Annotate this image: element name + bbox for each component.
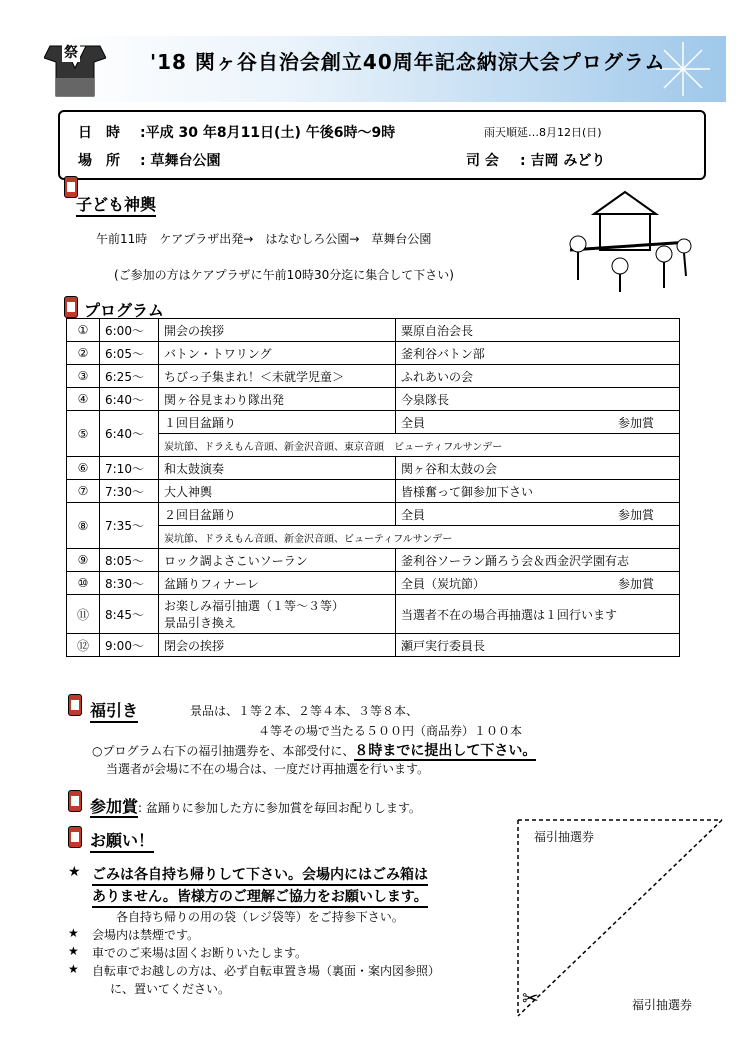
star-icon: ★ [68,944,79,958]
fukubiki-line3b: ８時までに提出して下さい。 [354,743,537,759]
place-label: 場 所 [78,153,120,169]
program-who: 当選者不在の場合再抽選は１回行います [401,607,618,622]
program-act: お楽しみ福引抽選（１等～３等） [164,599,345,613]
table-row [67,526,680,549]
program-who: 皆様奮って御参加下さい [401,484,534,499]
table-row [67,388,680,411]
program-who: 関ヶ谷和太鼓の会 [401,461,498,476]
program-time: 6:00～ [100,319,159,342]
program-no: ④ [67,388,100,411]
program-who-cell [396,365,680,388]
program-who-cell [396,480,680,503]
program-prize: 参加賞 [617,415,654,430]
table-row [67,411,680,434]
program-no: ⑫ [67,634,100,657]
mikoshi-route: 午前11時 ケアプラザ出発→ はなむしろ公園→ 草舞台公園 [96,232,432,246]
program-act: 和太鼓演奏 [164,461,225,476]
scissors-icon: ✂ [522,986,539,1010]
program-no: ⑪ [67,595,100,634]
fukubiki-line2: ４等その場で当たる５００円（商品券）１００本 [258,724,523,738]
program-time: 8:05～ [100,549,159,572]
mc-label: 司 会 [466,153,499,169]
program-who-cell [396,388,680,411]
onegai-item-1-line1: ごみは各自持ち帰りして下さい。会場内にはごみ箱は [92,864,428,886]
rain-note: 雨天順延…8月12日(日) [484,126,602,139]
star-icon: ★ [68,962,79,976]
fukubiki-line4: 当選者が会場に不在の場合は、一度だけ再抽選を行います。 [106,762,430,776]
program-who-cell [396,411,680,434]
program-act-cell [159,342,396,365]
program-act-cell [159,634,396,657]
onegai-item-3-line1: 車でのご来場は固くお断りいたします。 [92,946,308,960]
program-act: ２回目盆踊り [164,507,237,522]
program-who-cell [396,595,680,634]
star-icon: ★ [68,926,79,940]
program-act-cell [159,457,396,480]
program-who-cell [396,342,680,365]
program-table [66,318,680,657]
program-act: ちびっ子集まれ！＜未就学児童＞ [164,369,345,384]
program-who: 全員（炭坑節） [401,576,486,591]
table-row [67,434,680,457]
fukubiki-heading: 福引き [90,698,138,723]
date-label: 日 時 [78,125,120,141]
program-who-cell [396,549,680,572]
onegai-item-1-line2: ありません。皆様方のご理解ご協力をお願いします。 [92,886,428,908]
sankasho-section [90,794,421,817]
star-icon: ★ [68,864,81,880]
lantern-icon [64,296,78,318]
program-who-cell [396,319,680,342]
date-value: :平成 30 年8月11日(土) 午後6時～9時 [140,125,396,141]
program-time: 6:05～ [100,342,159,365]
program-who-cell [396,457,680,480]
table-row [67,480,680,503]
program-time: 8:30～ [100,572,159,595]
program-act-cell [159,388,396,411]
program-no: ⑧ [67,503,100,549]
program-no: ⑩ [67,572,100,595]
mikoshi-heading: 子ども神輿 [76,192,156,217]
program-who: 瀬戸実行委員長 [401,638,486,653]
program-act-cell [159,480,396,503]
program-no: ⑦ [67,480,100,503]
program-who-cell [396,572,680,595]
festival-icon-text: 祭 [62,42,80,62]
program-act-cell [159,572,396,595]
fukubiki-line3 [92,740,536,760]
program-no: ⑤ [67,411,100,457]
program-who: 釜利谷バトン部 [401,346,485,361]
program-act: 大人神輿 [164,484,213,499]
mikoshi-note: (ご参加の方はケアプラザに午前10時30分迄に集合して下さい) [114,268,454,282]
sankasho-heading: 参加賞 [90,797,139,816]
program-no: ⑥ [67,457,100,480]
program-time: 7:30～ [100,480,159,503]
program-time: 9:00～ [100,634,159,657]
program-who: 釜利谷ソーラン踊ろう会＆西金沢学園有志 [401,553,630,568]
onegai-item-4-line2: に、置いてください。 [110,982,231,996]
program-prize: 参加賞 [617,507,654,522]
program-act-cell [159,365,396,388]
program-prize: 参加賞 [617,576,654,591]
lantern-icon [68,790,82,812]
table-row [67,572,680,595]
program-who: 今泉隊長 [401,392,450,407]
program-act: 関ヶ谷見まわり隊出発 [164,392,285,407]
page-title: '18 関ヶ谷自治会創立40周年記念納涼大会プログラム [150,50,666,74]
program-act-cell [159,503,396,526]
fukubiki-line1: 景品は、１等２本、２等４本、３等８本、 [190,704,419,718]
program-act-cell [159,319,396,342]
program-act: 盆踊りフィナーレ [164,576,259,591]
program-act: バトン・トワリング [164,346,272,361]
program-who-cell [396,634,680,657]
program-act2: 景品引き換え [164,616,237,630]
program-no: ① [67,319,100,342]
program-act-cell [159,549,396,572]
lottery-coupon[interactable] [516,818,728,1018]
onegai-heading: お願い！ [90,828,154,853]
onegai-item-2-line1: 会場内は禁煙です。 [92,928,200,942]
program-who: 粟原自治会長 [401,323,474,338]
program-act-cell [159,595,396,634]
program-who: ふれあいの会 [401,369,474,384]
program-act: １回目盆踊り [164,415,237,430]
program-act: ロック調よさこいソーラン [164,553,308,568]
program-act: 閉会の挨拶 [164,638,225,653]
coupon-label-bottom: 福引抽選券 [632,998,693,1012]
table-row [67,365,680,388]
program-songs: 炭坑節、ドラえもん音頭、新金沢音頭、ビューティフルサンデー [159,526,680,549]
lantern-icon [68,694,82,716]
program-who-cell [396,503,680,526]
coupon-label-top: 福引抽選券 [534,830,595,844]
program-time: 8:45～ [100,595,159,634]
lantern-icon [68,826,82,848]
table-row [67,503,680,526]
program-no: ② [67,342,100,365]
program-act: 開会の挨拶 [164,323,225,338]
table-row [67,549,680,572]
program-no: ⑨ [67,549,100,572]
program-time: 6:40～ [100,411,159,457]
onegai-item-1-line3: 各自持ち帰りの用の袋（レジ袋等）をご持参下さい。 [116,910,404,924]
program-who: 全員 [401,507,426,522]
table-row [67,319,680,342]
mc-value: : 吉岡 みどり [520,153,606,169]
program-act-cell [159,411,396,434]
place-value: : 草舞台公園 [140,153,221,169]
program-time: 6:40～ [100,388,159,411]
program-songs: 炭坑節、ドラえもん音頭、新金沢音頭、東京音頭 ビューティフルサンデー [159,434,680,457]
mikoshi-illustration-icon [560,184,700,298]
onegai-item-4-line1: 自転車でお越しの方は、必ず自転車置き場（裏面・案内図参照） [92,964,441,978]
program-heading: プログラム [84,301,164,320]
program-time: 6:25～ [100,365,159,388]
sankasho-text: : 盆踊りに参加した方に参加賞を毎回お配りします。 [138,801,421,815]
program-time: 7:35～ [100,503,159,549]
program-no: ③ [67,365,100,388]
program-who: 全員 [401,415,426,430]
table-row [67,342,680,365]
table-row [67,595,680,634]
fukubiki-line3a: ○プログラム右下の福引抽選券を、本部受付に、 [92,744,355,758]
table-row [67,634,680,657]
table-row [67,457,680,480]
program-time: 7:10～ [100,457,159,480]
